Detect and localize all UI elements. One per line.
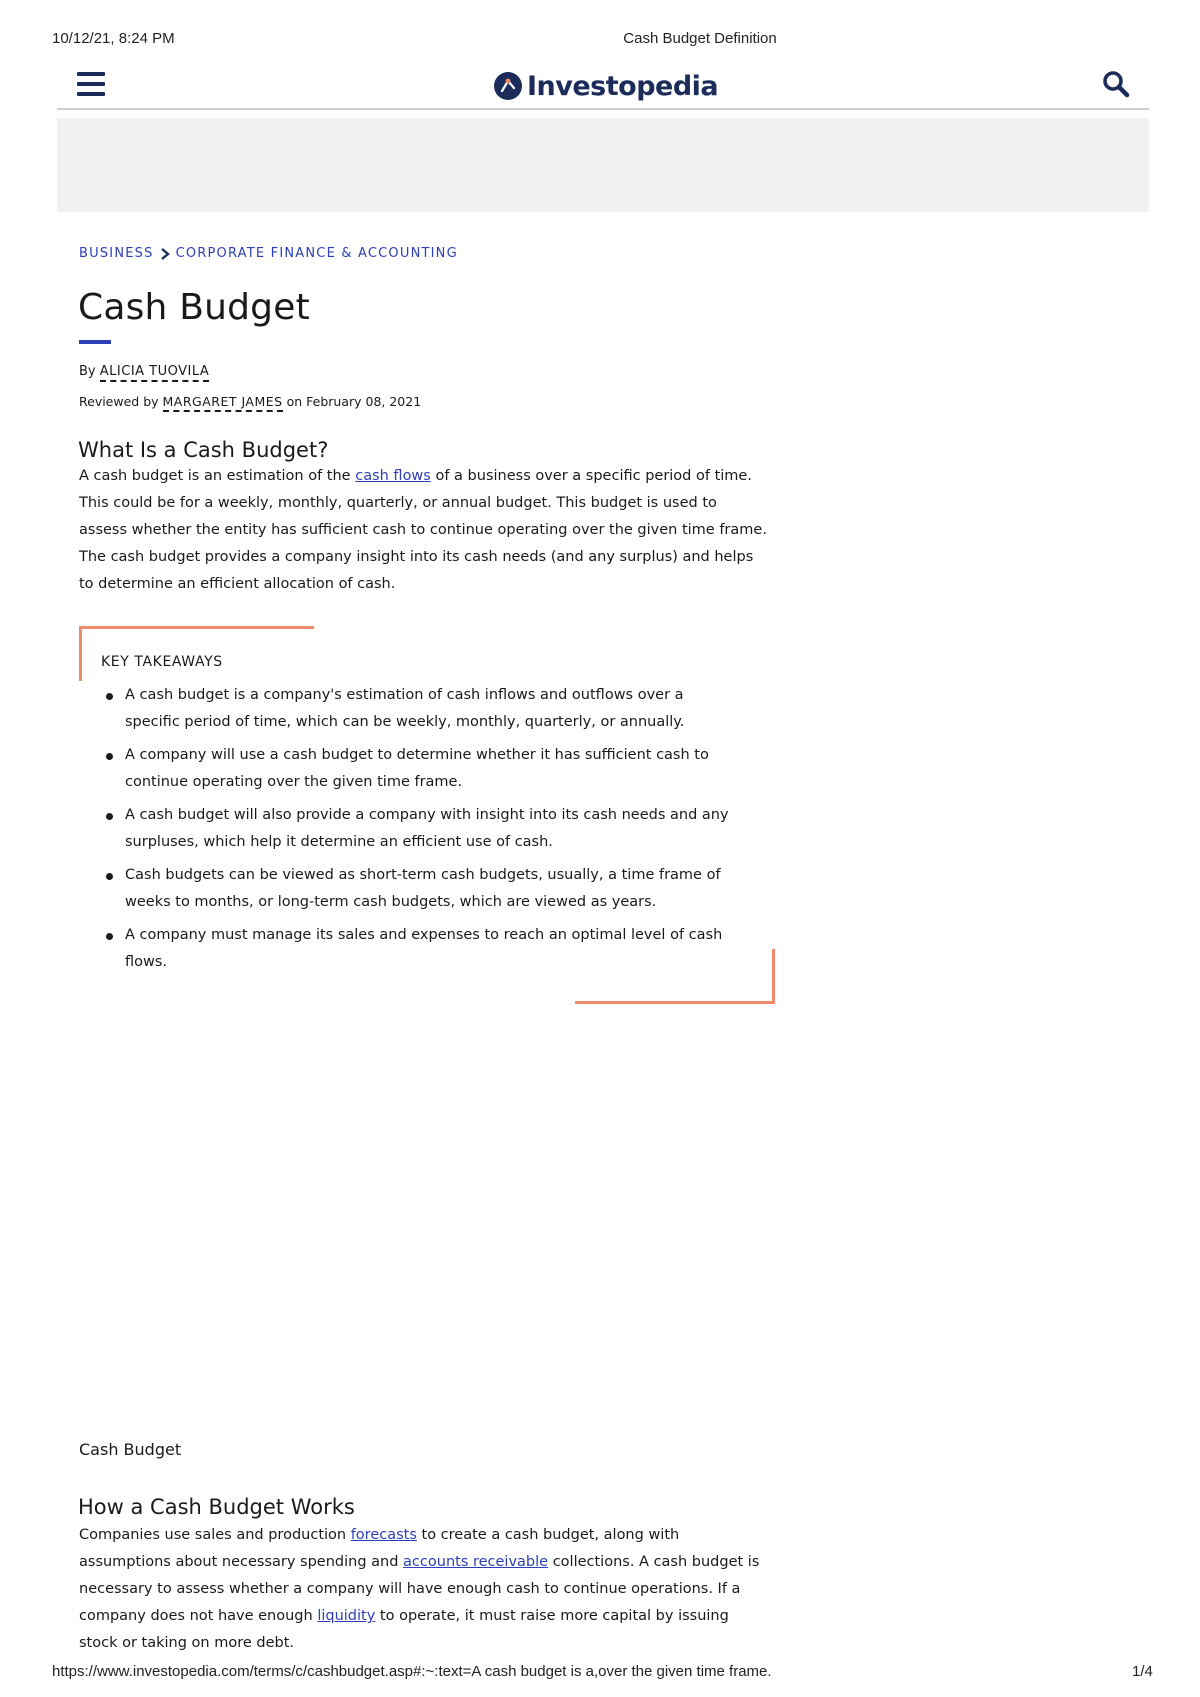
bullet-icon <box>106 693 113 700</box>
reviewed-by <box>79 394 421 409</box>
link-forecasts[interactable]: forecasts <box>350 1527 417 1543</box>
print-page-number: 1/4 <box>1132 1663 1153 1680</box>
reviewed-label: Reviewed by <box>79 394 159 409</box>
search-icon[interactable] <box>1101 69 1131 99</box>
print-datetime: 10/12/21, 8:24 PM <box>52 30 175 47</box>
print-url: https://www.investopedia.com/terms/c/cashbudget.asp#:~:text=A cash budget is a,over the given time frame. <box>52 1663 772 1680</box>
hamburger-menu-icon[interactable] <box>77 72 105 96</box>
takeaways-list <box>101 682 741 982</box>
breadcrumb-business[interactable]: BUSINESS <box>79 246 154 261</box>
author-link[interactable]: ALICIA TUOVILA <box>100 364 210 382</box>
takeaways-border-right <box>772 949 775 1004</box>
section-heading-what-is: What Is a Cash Budget? <box>78 438 329 462</box>
logo-text: Investopedia <box>527 70 719 102</box>
list-item <box>101 862 741 916</box>
section-paragraph-what-is <box>79 463 769 598</box>
bullet-icon <box>106 813 113 820</box>
paragraph-text: of a business over a specific period of time. This could be for a weekly, monthly, quarterly, or annual budget. This budget is used to assess whether the entity has sufficient cash to continue operating over the given time frame. The cash budget provides a company insight into its cash needs (and any surplus) and helps to determine an efficient allocation of cash. <box>79 468 767 592</box>
list-item-text: Cash budgets can be viewed as short-term cash budgets, usually, a time frame of weeks to months, or long-term cash budgets, which are viewed as years. <box>125 867 721 910</box>
top-navigation <box>57 60 1149 110</box>
by-label: By <box>79 364 96 379</box>
ad-placeholder <box>57 118 1149 212</box>
list-item-text: A cash budget is a company's estimation of cash inflows and outflows over a specific period of time, which can be weekly, monthly, quarterly, or annually. <box>125 687 685 730</box>
title-underline-bar <box>79 340 111 344</box>
section-heading-how-it-works: How a Cash Budget Works <box>78 1495 355 1519</box>
print-page-title: Cash Budget Definition <box>623 30 777 47</box>
bullet-icon <box>106 933 113 940</box>
takeaways-border-left <box>79 626 82 681</box>
paragraph-text: Companies use sales and production <box>79 1527 351 1543</box>
link-accounts-receivable[interactable]: accounts receivable <box>403 1554 549 1570</box>
bullet-icon <box>106 873 113 880</box>
takeaways-heading: KEY TAKEAWAYS <box>101 654 223 670</box>
video-caption: Cash Budget <box>79 1440 182 1459</box>
paragraph-text: A cash budget is an estimation of the <box>79 468 356 484</box>
breadcrumb-corporate-finance[interactable]: CORPORATE FINANCE & ACCOUNTING <box>175 246 458 261</box>
print-footer <box>0 1663 1200 1683</box>
link-liquidity[interactable]: liquidity <box>317 1608 376 1624</box>
section-paragraph-how-it-works <box>79 1522 769 1657</box>
logo-mark-icon <box>493 71 523 101</box>
list-item <box>101 682 741 736</box>
bullet-icon <box>106 753 113 760</box>
chevron-right-icon <box>160 248 170 260</box>
link-cash-flows[interactable]: cash flows <box>355 468 431 484</box>
list-item-text: A cash budget will also provide a company with insight into its cash needs and any surpluses, which help it determine an efficient use of cash. <box>125 807 729 850</box>
list-item <box>101 802 741 856</box>
list-item <box>101 922 741 976</box>
page-title: Cash Budget <box>78 287 310 328</box>
reviewer-link[interactable]: MARGARET JAMES <box>163 394 283 412</box>
list-item <box>101 742 741 796</box>
breadcrumb <box>79 246 458 261</box>
paragraph-text: to create a cash budget, along with assumptions about necessary spending and <box>79 1527 680 1570</box>
takeaways-border-top <box>79 626 314 629</box>
takeaways-border-bottom <box>575 1001 775 1004</box>
reviewed-date: on February 08, 2021 <box>286 394 422 409</box>
print-header <box>0 30 1200 50</box>
investopedia-logo[interactable] <box>493 66 718 106</box>
list-item-text: A company will use a cash budget to determine whether it has sufficient cash to continue operating over the given time frame. <box>125 747 709 790</box>
key-takeaways-box <box>79 626 775 1004</box>
paragraph-text: to operate, it must raise more capital by issuing stock or taking on more debt. <box>79 1608 729 1651</box>
paragraph-text: collections. A cash budget is necessary to assess whether a company will have enough cash to continue operations. If a company does not have enough <box>79 1554 760 1624</box>
byline <box>79 364 209 379</box>
list-item-text: A company must manage its sales and expenses to reach an optimal level of cash flows. <box>125 927 723 970</box>
